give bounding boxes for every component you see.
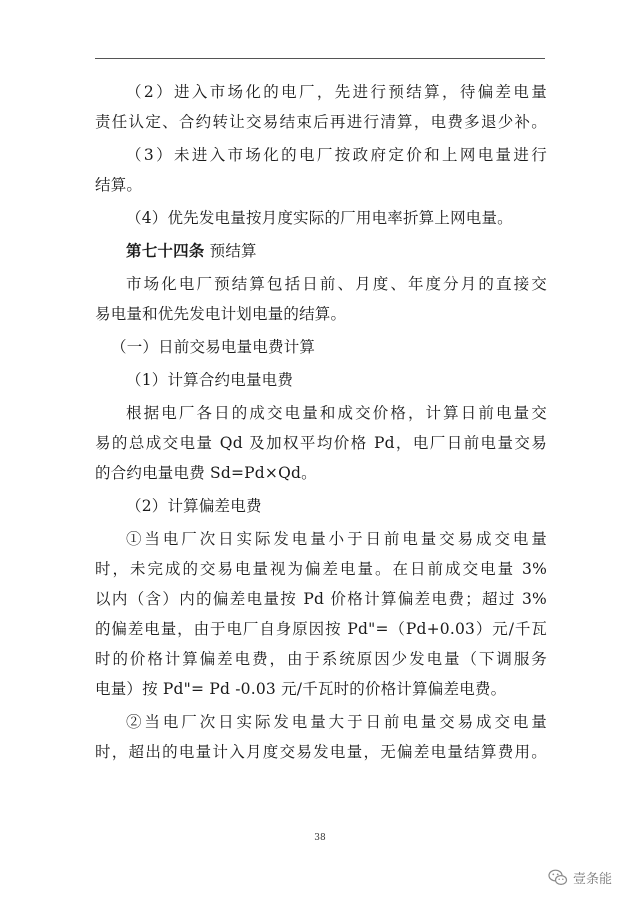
text-line: （3）未进入市场化的电厂按政府定价和上网电量进行	[126, 146, 547, 164]
article-title: 预结算	[209, 242, 257, 260]
text-line: 的合约电量电费 Sd=Pd×Qd。	[95, 464, 317, 482]
document-body	[95, 77, 547, 767]
page-number: 38	[314, 833, 326, 843]
text-line: ①当电厂次日实际发电量小于日前电量交易成交电量	[126, 530, 547, 548]
text-line: 时，超出的电量计入月度交易发电量，无偏差电量结算费用。	[95, 743, 547, 761]
subsection-heading: （2）计算偏差电费	[126, 497, 262, 515]
text-line: 责任认定、合约转让交易结束后再进行清算，电费多退少补。	[95, 113, 547, 131]
text-line: 市场化电厂预结算包括日前、月度、年度分月的直接交	[126, 275, 547, 293]
watermark	[548, 868, 612, 887]
wechat-icon	[548, 869, 568, 886]
text-line: ②当电厂次日实际发电量大于日前电量交易成交电量	[126, 713, 547, 731]
subsection-heading: （1）计算合约电量电费	[126, 371, 294, 389]
section-heading: （一）日前交易电量电费计算	[111, 338, 316, 356]
text-line: 时，未完成的交易电量视为偏差电量。在日前成交电量 3%	[95, 560, 547, 578]
text-line: 以内（含）内的偏差电量按 Pd 价格计算偏差电费；超过 3%	[95, 590, 547, 608]
text-line: 时的价格计算偏差电费，由于系统原因少发电量（下调服务	[95, 650, 547, 668]
text-line: 电量）按 Pd"= Pd -0.03 元/千瓦时的价格计算偏差电费。	[95, 680, 507, 698]
header-rule	[95, 58, 545, 59]
text-line: 易电量和优先发电计划电量的结算。	[95, 305, 347, 323]
text-line: （4）优先发电量按月度实际的厂用电率折算上网电量。	[126, 209, 513, 227]
text-line: （2）进入市场化的电厂，先进行预结算，待偏差电量	[126, 83, 547, 101]
article-number: 第七十四条	[126, 241, 205, 260]
watermark-text: 壹条能	[573, 872, 613, 887]
text-line: 结算。	[95, 176, 143, 194]
text-line: 的偏差电量，由于电厂自身原因按 Pd"=（Pd+0.03）元/千瓦	[95, 620, 547, 638]
text-line: 易的总成交电量 Qd 及加权平均价格 Pd，电厂日前电量交易	[95, 434, 547, 452]
article-heading	[95, 236, 547, 266]
text-line: 根据电厂各日的成交电量和成交价格，计算日前电量交	[126, 404, 547, 422]
